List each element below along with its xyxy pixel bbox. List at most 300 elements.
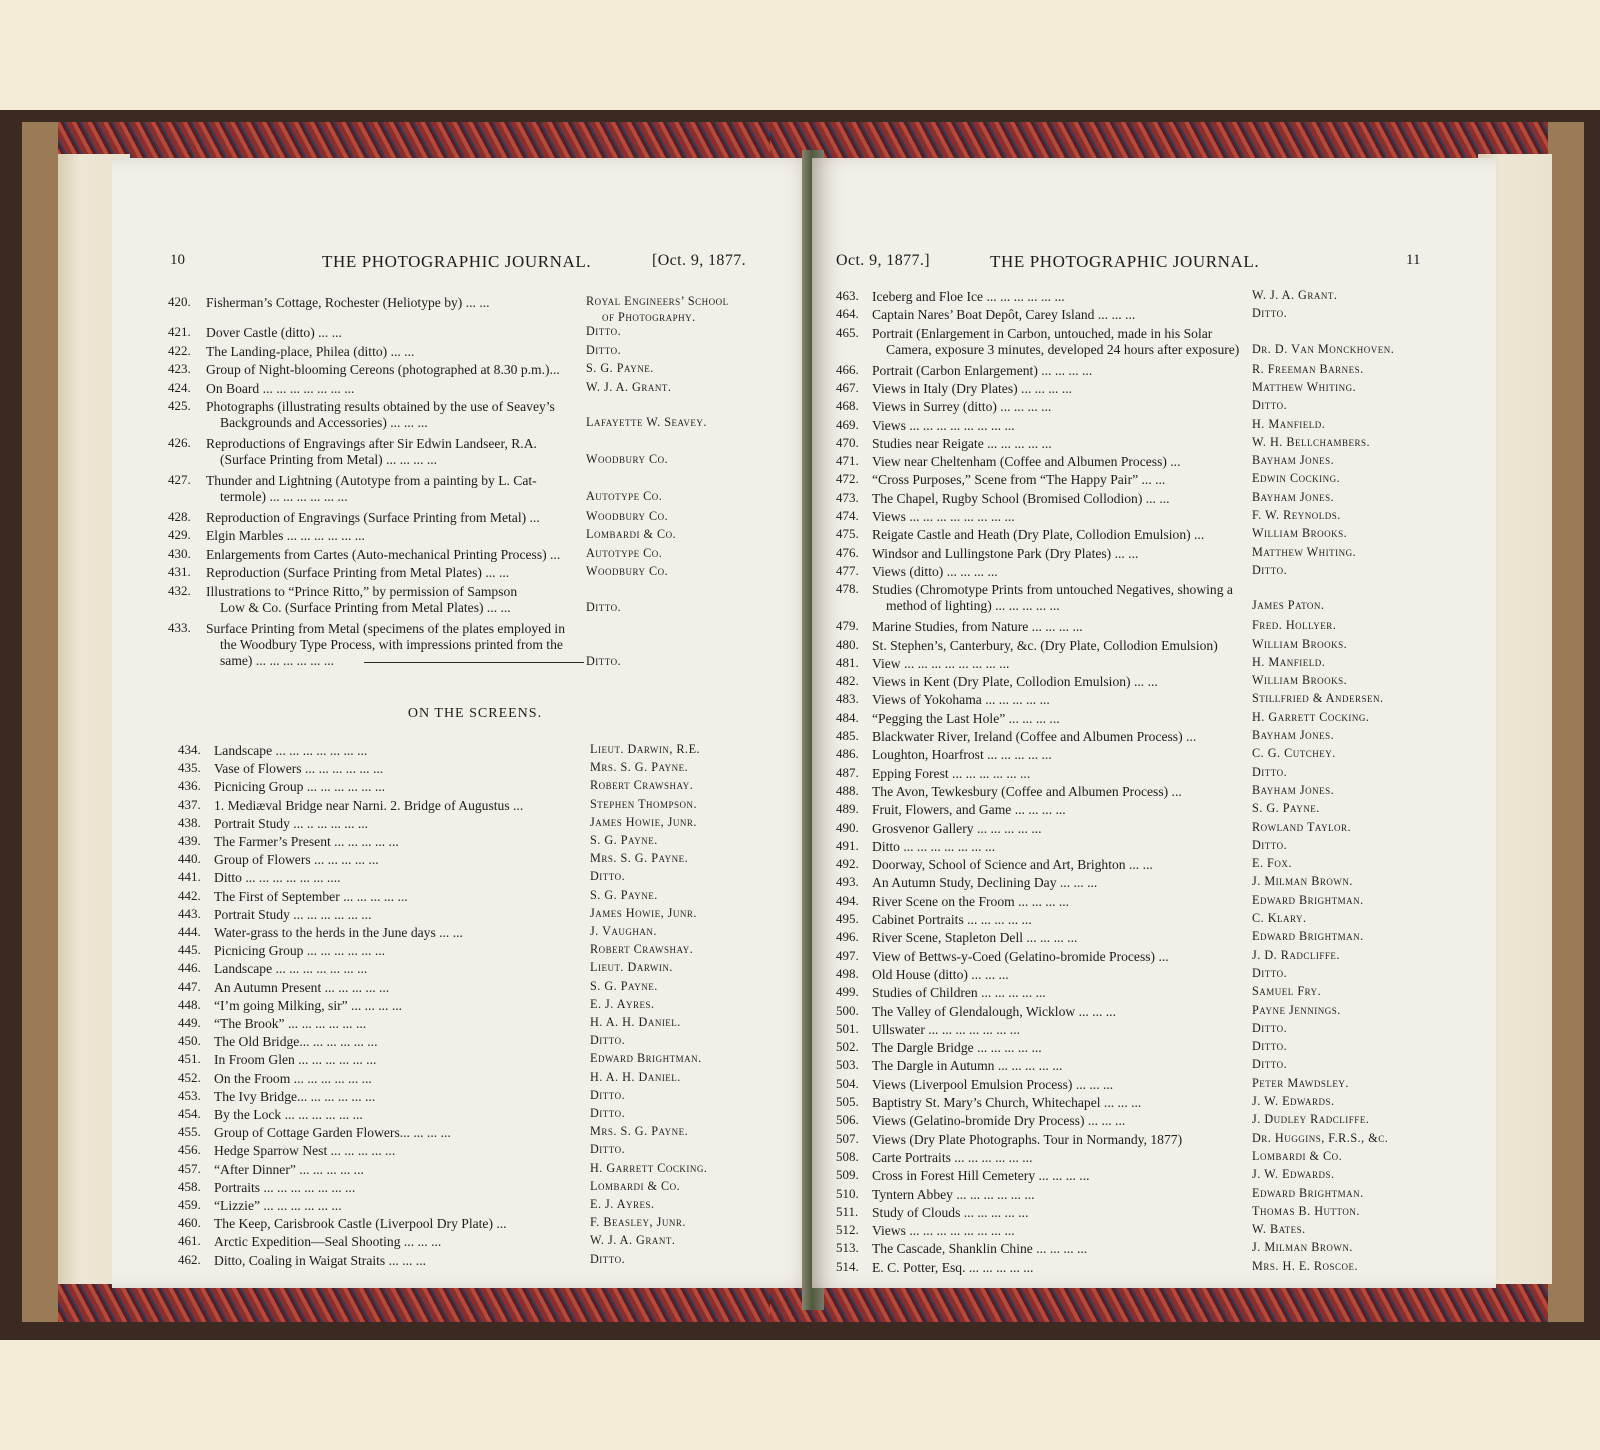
photographer-name: S. G. Payne. [590,887,658,902]
entry-title-line: Reproductions of Engravings after Sir Edwin Landseer, R.A. [206,436,537,451]
entry-title-line: Illustrations to “Prince Ritto,” by permission of Sampson [206,583,518,599]
entry-number: 444. [178,924,201,939]
entry-title-line: Portrait (Enlargement in Carbon, untouched, made in his Solar [872,325,1213,341]
entry-number: 466. [836,361,859,377]
page-right [812,158,1496,1288]
entry-number: 486. [836,746,859,762]
entry-number: 513. [836,1240,859,1256]
open-book [0,110,1600,1340]
entry-title [872,380,1246,397]
entry-title-line: Ditto ... ... ... ... ... ... ... [872,838,996,854]
entry-number: 454. [178,1106,201,1121]
photographer-name: Samuel Fry. [1252,984,1322,999]
entry-title-line: Reproduction of Engravings (Surface Printing from Metal) ... [206,510,540,525]
photographer-name: Autotype Co. [586,489,663,503]
background-top [0,0,1600,110]
photographer-name: Edwin Cocking. [1252,471,1341,486]
entry-number: 498. [836,965,859,981]
photographer-name: Ditto. [590,1033,626,1048]
entry-number: 446. [178,960,201,976]
entry-title-line: The Keep, Carisbrook Castle (Liverpool Dry Plate) ... [214,1216,507,1232]
list-item [836,325,1492,363]
entry-number: 505. [836,1094,859,1109]
photographer-name: Woodbury Co. [586,452,669,466]
entry-title-line: “I’m going Milking, sir” ... ... ... ... [214,997,403,1013]
entry-number: 463. [836,288,859,303]
entry-title [214,1033,584,1050]
photographer-name-continued: of Photography. [602,310,696,324]
entry-number: 431. [168,564,191,580]
entry-number: 512. [836,1222,859,1238]
running-head-right [812,252,1496,278]
entry-title [872,856,1246,873]
entry-title-line: Elgin Marbles ... ... ... ... ... ... [206,528,365,544]
photographer-name: W. J. A. Grant. [590,1233,676,1248]
entry-title-line: Portrait Study ... ... ... ... ... ... [214,906,372,922]
entry-title [214,942,584,959]
photographer-name: Matthew Whiting. [1252,379,1357,394]
entry-number: 494. [836,892,859,908]
entry-number: 504. [836,1075,859,1091]
photographer-name: H. A. H. Daniel. [590,1069,681,1084]
photographer-name: William Brooks. [1252,636,1348,651]
entry-title [872,984,1246,1001]
photographer-name: Dr. Huggins, F.R.S., &c. [1252,1130,1389,1145]
entry-number: 421. [168,324,191,340]
entry-title-line: Group of Flowers ... ... ... ... ... [214,852,379,868]
entry-number: 442. [178,887,201,903]
photographer-name: J. W. Edwards. [1252,1167,1335,1182]
photographer-name: J. Dudley Radcliffe. [1252,1112,1370,1127]
photographer-name: Ditto. [590,869,626,884]
photographer-name: Mrs. S. G. Payne. [590,760,689,775]
entry-title-line: The Avon, Tewkesbury (Coffee and Albumen Process) ... [872,783,1182,799]
entry-title [206,324,580,341]
entry-title [872,1003,1246,1020]
entry-number: 429. [168,527,191,543]
entry-number: 451. [178,1051,201,1067]
entry-title-line: Cabinet Portraits ... ... ... ... ... [872,912,1032,927]
photographer-name: Fred. Hollyer. [1252,618,1337,633]
entry-title-line: The Farmer’s Present ... ... ... ... ... [214,834,399,849]
entry-number: 470. [836,434,859,450]
entry-number: 438. [178,814,201,830]
entry-title-line: Ullswater ... ... ... ... ... ... ... [872,1021,1021,1037]
entry-title-line: St. Stephen’s, Canterbury, &c. (Dry Plate, Collodion Emulsion) [872,637,1218,653]
entry-title [872,1131,1246,1148]
photographer-name: Mrs. S. G. Payne. [590,1124,689,1139]
entry-title [214,1233,584,1250]
entry-number: 440. [178,851,201,867]
photographer-name: Ditto. [586,599,622,614]
background-bottom [0,1340,1600,1450]
entry-title [872,526,1246,543]
entry-title-line: The Old Bridge... ... ... ... ... ... [214,1034,378,1050]
entry-title [214,997,584,1014]
entry-title [214,742,584,759]
entry-number: 478. [836,581,859,597]
entry-title-line: Group of Night-blooming Cereons (photographed at 8.30 p.m.)... [206,362,560,378]
photographer-name: Bayham Jones. [1252,453,1335,468]
entry-title [214,1015,584,1032]
entry-title-line: Cross in Forest Hill Cemetery ... ... ... ... [872,1168,1090,1184]
entry-title [206,527,580,544]
entry-title [872,362,1246,379]
entry-title [206,380,580,397]
entry-number: 488. [836,782,859,798]
section-rule [364,662,584,663]
list-item [168,294,812,324]
entry-title-line: Views of Yokohama ... ... ... ... ... [872,692,1050,708]
entry-title-line: River Scene on the Froom ... ... ... ... [872,893,1070,909]
entry-title [872,1259,1246,1276]
entry-title [214,1161,584,1178]
photographer-name: J. Vaughan. [590,924,657,938]
entry-number: 453. [178,1087,201,1103]
entry-number: 473. [836,489,859,505]
photographer-name: Edward Brightman. [590,1051,702,1066]
entry-title [214,1124,584,1141]
entry-number: 514. [836,1258,859,1274]
entry-title-line: “The Brook” ... ... ... ... ... ... [214,1016,367,1031]
entry-title [872,746,1246,763]
entry-number: 484. [836,709,859,725]
entry-number: 487. [836,764,859,780]
entry-number: 458. [178,1178,201,1194]
entry-title [214,1215,584,1232]
page-number: 10 [170,252,185,268]
entry-title-line: “Cross Purposes,” Scene from “The Happy Pair” ... ... [872,472,1166,488]
entry-title-line: Doorway, School of Science and Art, Brighton ... ... [872,857,1153,873]
entry-number: 485. [836,728,859,743]
entry-title-line: Studies of Children ... ... ... ... ... [872,985,1046,1001]
entry-number: 468. [836,398,859,414]
entry-title [872,1240,1246,1257]
issue-date: Oct. 9, 1877.] [836,252,931,269]
entry-number: 450. [178,1033,201,1049]
entry-title-line: Old House (ditto) ... ... ... [872,966,1009,982]
entry-title [872,1076,1246,1093]
entry-title [872,948,1246,965]
photographer-name: Rowland Taylor. [1252,819,1352,834]
entry-title-line: Hedge Sparrow Nest ... ... ... ... ... [214,1143,396,1159]
entry-title [872,453,1246,470]
entry-title [872,490,1246,507]
photographer-name: Ditto. [1252,562,1288,577]
entry-title [872,929,1246,946]
entry-title-continued: Camera, exposure 3 minutes, developed 24 hours after exposure) [886,341,1240,357]
entry-title-line: View near Cheltenham (Coffee and Albumen Process) ... [872,454,1181,470]
entry-title-line: Dover Castle (ditto) ... ... [206,325,342,341]
entry-title [872,306,1246,323]
entry-number: 509. [836,1167,859,1183]
entry-title-line: “Pegging the Last Hole” ... ... ... ... [872,710,1060,726]
entry-title-line: Epping Forest ... ... ... ... ... ... [872,765,1031,781]
entry-title-line: Carte Portraits ... ... ... ... ... ... [872,1149,1033,1165]
entry-number: 502. [836,1039,859,1055]
page-left [112,158,818,1288]
entry-title [206,564,580,581]
photographer-name: Ditto. [1252,1039,1288,1054]
entry-number: 492. [836,856,859,872]
entry-title-line: Water-grass to the herds in the June days ... ... [214,925,463,940]
photographer-name: Ditto. [1252,1020,1288,1035]
entry-title-continued: the Woodbury Type Process, with impressions printed from the [220,636,563,652]
photographer-name: H. Garrett Cocking. [590,1160,708,1175]
entry-title-continued: Backgrounds and Accessories) ... ... ... [220,415,428,430]
entry-number: 426. [168,435,191,450]
photographer-name: Lombardi & Co. [586,527,677,542]
entry-title-continued: (Surface Printing from Metal) ... ... ... ... [220,452,438,467]
entry-title [214,1106,584,1123]
entry-title-line: Views in Kent (Dry Plate, Collodion Emulsion) ... ... [872,674,1158,690]
entry-number: 439. [178,833,201,848]
photographer-name: Matthew Whiting. [1252,544,1357,559]
entry-number: 465. [836,324,859,340]
entry-title-line: Enlargements from Cartes (Auto-mechanical Printing Process) ... [206,546,561,562]
entry-title-line: Views in Surrey (ditto) ... ... ... ... [872,399,1052,415]
entry-title [872,1021,1246,1038]
entry-title [872,398,1246,415]
entry-number: 469. [836,416,859,432]
journal-title: THE PHOTOGRAPHIC JOURNAL. [322,252,592,271]
entry-number: 457. [178,1160,201,1176]
entry-title [872,1186,1246,1203]
photographer-name: Ditto. [1252,837,1288,852]
entry-number: 500. [836,1002,859,1018]
entry-title-line: Views in Italy (Dry Plates) ... ... ... ... [872,380,1073,396]
entry-title [206,472,580,505]
entry-number: 510. [836,1185,859,1201]
entry-number: 423. [168,361,191,377]
photographer-name: Robert Crawshay. [590,778,694,793]
running-head-left [112,252,818,278]
entry-title-line: Photographs (illustrating results obtained by the use of Seavey’s [206,399,555,414]
entry-number: 471. [836,453,859,469]
entry-title-line: The Cascade, Shanklin Chine ... ... ... ... [872,1241,1088,1257]
entry-title-line: The Valley of Glendalough, Wicklow ... ... ... [872,1003,1116,1019]
entry-number: 476. [836,544,859,560]
photographer-name: James Howie, Junr. [590,814,697,829]
list-item [168,398,812,436]
entry-title [214,1088,584,1105]
photographer-name: F. W. Reynolds. [1252,508,1341,522]
photographer-name: Ditto. [1252,306,1288,321]
entry-title-line: Picnicing Group ... ... ... ... ... ... [214,779,386,795]
section-heading: ON THE SCREENS. [407,706,543,721]
entry-title-line: Views (Gelatino-bromide Dry Process) ... ... ... [872,1113,1126,1129]
entry-number: 474. [836,508,859,523]
entry-title-line: Loughton, Hoarfrost ... ... ... ... ... [872,747,1052,763]
entry-title [214,869,584,886]
entry-title [872,435,1246,452]
entry-number: 456. [178,1142,201,1158]
page-number: 11 [1406,252,1421,268]
entry-title [872,893,1246,910]
entry-title-line: Views ... ... ... ... ... ... ... ... [872,417,1015,433]
photographer-name: Mrs. H. E. Roscoe. [1252,1258,1359,1273]
entry-title [214,979,584,996]
entry-title-line: Ditto, Coaling in Waigat Straits ... ... ... [214,1252,426,1268]
entry-title [872,1094,1246,1111]
entry-number: 479. [836,618,859,634]
photographer-name: R. Freeman Barnes. [1252,361,1364,376]
entry-number: 455. [178,1124,201,1140]
entry-number: 472. [836,471,859,487]
entry-title [214,1070,584,1087]
entry-title [206,294,580,311]
entry-title-line: Views (ditto) ... ... ... ... [872,563,998,579]
photographer-name: J. Milman Brown. [1252,1240,1353,1255]
entry-title [872,325,1246,358]
entry-title-line: Picnicing Group ... ... ... ... ... ... [214,943,386,959]
entry-title-line: “Lizzie” ... ... ... ... ... ... [214,1198,342,1213]
photographer-name: Edward Brightman. [1252,892,1364,907]
entry-title [214,851,584,868]
entry-title-line: Surface Printing from Metal (specimens of the plates employed in [206,620,566,636]
entry-title [872,1204,1246,1221]
entry-title [206,398,580,431]
entry-title [872,637,1246,654]
photographer-name: Ditto. [586,342,622,357]
entry-number: 491. [836,837,859,853]
photographer-name: Ditto. [590,1142,626,1157]
photographer-name: William Brooks. [1252,673,1348,688]
entry-title [206,361,580,378]
entry-number: 420. [168,294,191,309]
entry-title-continued: same) ... ... ... ... ... ... [220,652,335,668]
entry-title [214,906,584,923]
entry-number: 495. [836,911,859,926]
entry-title [872,508,1246,525]
entry-number: 425. [168,398,191,413]
entry-title [872,581,1246,614]
entry-title-line: Views (Liverpool Emulsion Process) ... ... ... [872,1076,1114,1092]
entry-number: 506. [836,1112,859,1128]
photographer-name: H. Manfield. [1252,416,1326,431]
entry-title-line: Portraits ... ... ... ... ... ... ... [214,1179,356,1195]
entry-title-line: Windsor and Lullingstone Park (Dry Plates) ... ... [872,545,1139,561]
photographer-name: Payne Jennings. [1252,1002,1341,1017]
entry-title-line: Fisherman’s Cottage, Rochester (Heliotype by) ... ... [206,295,490,310]
entry-number: 483. [836,691,859,707]
entry-title [872,618,1246,635]
photographer-name: William Brooks. [1252,526,1348,541]
entry-title [214,760,584,777]
entry-number: 501. [836,1020,859,1036]
entry-number: 437. [178,796,201,812]
entry-title-line: “After Dinner” ... ... ... ... ... [214,1161,364,1177]
photographer-name: Bayham Jones. [1252,782,1335,797]
entry-title-line: An Autumn Present ... ... ... ... ... [214,979,390,995]
entry-title [872,874,1246,891]
photographer-name: Ditto. [1252,1057,1288,1072]
entry-title-line: Thunder and Lightning (Autotype from a painting by L. Cat- [206,473,537,488]
entry-title-line: River Scene, Stapleton Dell ... ... ... ... [872,930,1078,946]
photographer-name: C. Klary. [1252,911,1307,925]
entry-title [214,815,584,832]
entry-title-line: Reigate Castle and Heath (Dry Plate, Collodion Emulsion) ... [872,527,1205,543]
entry-number: 462. [178,1251,201,1267]
entry-title [214,797,584,814]
photographer-name: Lombardi & Co. [590,1178,681,1193]
entry-title [872,673,1246,690]
entry-number: 481. [836,654,859,670]
list-item [168,620,812,675]
photographer-name: Lafayette W. Seavey. [586,415,707,429]
entry-number: 493. [836,874,859,890]
entry-number: 432. [168,582,191,598]
photographer-name: Ditto. [1252,764,1288,779]
entry-title-line: The Dargle in Autumn ... ... ... ... ... [872,1058,1063,1074]
entry-number: 433. [168,619,191,635]
entry-title-line: Studies (Chromotype Prints from untouched Negatives, showing a [872,582,1233,598]
photographer-name: W. J. A. Grant. [1252,288,1338,302]
photographer-name: F. Beasley, Junr. [590,1215,686,1230]
photographer-name: C. G. Cutchey. [1252,746,1336,761]
entry-title-line: The Chapel, Rugby School (Bromised Collodion) ... ... [872,490,1170,506]
photographer-name: Bayham Jones. [1252,489,1335,504]
entry-number: 482. [836,673,859,689]
photographer-name: S. G. Payne. [590,978,658,993]
entry-title-line: 1. Mediæval Bridge near Narni. 2. Bridge of Augustus ... [214,797,524,813]
entry-title-line: Portrait (Carbon Enlargement) ... ... ... ... [872,362,1093,378]
list-item [836,581,1492,619]
entry-number: 424. [168,379,191,395]
entry-title [872,1167,1246,1184]
photographer-name: Autotype Co. [586,545,663,560]
entry-title-line: Marine Studies, from Nature ... ... ... ... [872,619,1083,635]
journal-title: THE PHOTOGRAPHIC JOURNAL. [990,252,1260,271]
issue-date: [Oct. 9, 1877. [652,252,747,269]
entry-title [214,888,584,905]
entry-title [214,1252,584,1269]
entry-title [214,1197,584,1214]
entry-title-line: The Dargle Bridge ... ... ... ... ... [872,1040,1042,1056]
photographer-name: Dr. D. Van Monckhoven. [1252,341,1395,356]
entry-number: 449. [178,1015,201,1030]
entry-title [206,435,580,468]
entry-title-line: Study of Clouds ... ... ... ... ... [872,1204,1029,1220]
photographer-name: E. J. Ayres. [590,996,655,1011]
entry-title [872,710,1246,727]
photographer-name: W. Bates. [1252,1222,1306,1237]
photographer-name: S. G. Payne. [586,361,654,376]
photographer-name: H. Garrett Cocking. [1252,709,1370,724]
entry-title [214,924,584,941]
photographer-name: Edward Brightman. [1252,1185,1364,1200]
list-item [836,1259,1492,1280]
entry-title [872,765,1246,782]
list-item [168,472,812,510]
entry-title-line: Group of Cottage Garden Flowers... ... ... ... [214,1125,451,1141]
entry-title [872,545,1246,562]
photographer-name: Ditto. [586,324,622,339]
photographer-name: Ditto. [1252,398,1288,413]
entry-title [872,728,1246,745]
entry-number: 503. [836,1057,859,1073]
entry-title-line: Landscape ... ... ... ... ... ... ... [214,961,368,977]
entry-number: 430. [168,545,191,561]
entry-number: 497. [836,947,859,963]
entry-title-line: Views ... ... ... ... ... ... ... ... [872,509,1015,524]
entry-title-line: View of Bettws-y-Coed (Gelatino-bromide Process) ... [872,948,1169,964]
entry-title [872,691,1246,708]
entry-title-line: Reproduction (Surface Printing from Metal Plates) ... ... [206,565,510,581]
entry-title [872,911,1246,928]
entry-title [872,966,1246,983]
leather-spine-edge-left [22,122,58,1322]
